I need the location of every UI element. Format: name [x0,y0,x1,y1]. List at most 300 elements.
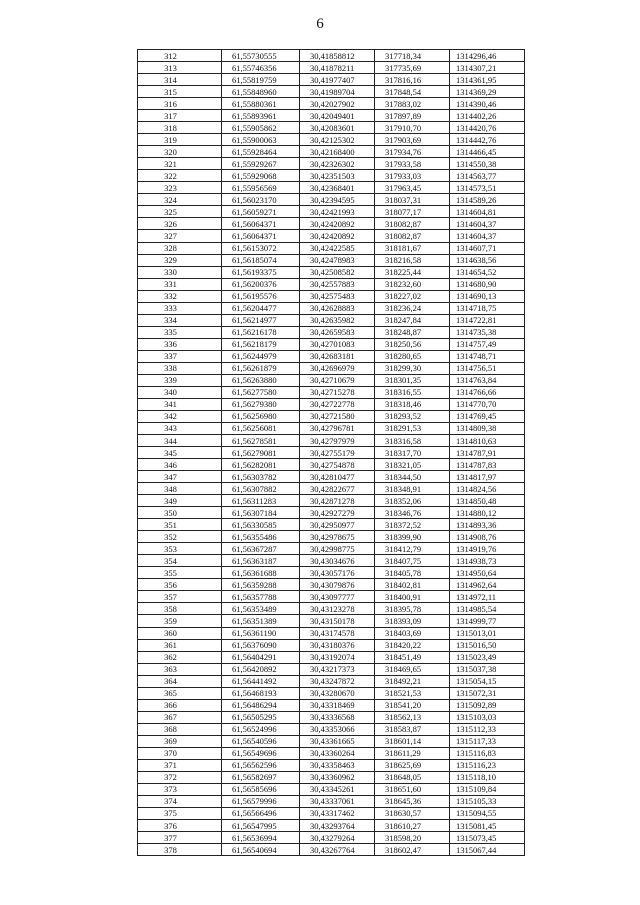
point-number-cell: 367 [138,711,222,723]
coord-y-cell: 1314766,66 [450,386,525,398]
point-number-cell: 369 [138,735,222,747]
longitude-cell: 30,42998775 [300,543,375,555]
coord-x-cell: 318291,53 [375,422,450,434]
longitude-cell: 30,43247872 [300,675,375,687]
coord-y-cell: 1314361,95 [450,74,525,86]
coord-y-cell: 1314810,63 [450,435,525,447]
coord-y-cell: 1314604,37 [450,230,525,242]
coord-y-cell: 1315037,38 [450,663,525,675]
longitude-cell: 30,42351503 [300,170,375,182]
coord-y-cell: 1314654,52 [450,266,525,278]
coord-x-cell: 318405,78 [375,567,450,579]
longitude-cell: 30,42478983 [300,254,375,266]
point-number-cell: 357 [138,591,222,603]
coord-y-cell: 1315109,84 [450,783,525,795]
table-row [138,350,525,362]
table-row [138,146,525,158]
point-number-cell: 355 [138,567,222,579]
table-row [138,374,525,386]
longitude-cell: 30,43267764 [300,844,375,856]
coord-x-cell: 318407,75 [375,555,450,567]
latitude-cell: 61,56218179 [222,338,300,350]
point-number-cell: 368 [138,723,222,735]
coord-y-cell: 1314390,46 [450,98,525,110]
table-row [138,386,525,398]
longitude-cell: 30,41878211 [300,62,375,74]
point-number-cell: 331 [138,278,222,290]
coord-y-cell: 1314850,48 [450,495,525,507]
latitude-cell: 61,56468193 [222,687,300,699]
coord-y-cell: 1314604,81 [450,206,525,218]
longitude-cell: 30,43034676 [300,555,375,567]
coord-x-cell: 318293,52 [375,410,450,422]
latitude-cell: 61,56540596 [222,735,300,747]
table-row [138,687,525,699]
point-number-cell: 323 [138,182,222,194]
coord-y-cell: 1314573,51 [450,182,525,194]
coord-x-cell: 318299,30 [375,362,450,374]
table-row [138,278,525,290]
point-number-cell: 375 [138,807,222,819]
table-row [138,74,525,86]
table-row [138,194,525,206]
coord-y-cell: 1314757,49 [450,338,525,350]
longitude-cell: 30,42871278 [300,495,375,507]
longitude-cell: 30,43280670 [300,687,375,699]
longitude-cell: 30,43174578 [300,627,375,639]
longitude-cell: 30,42628883 [300,302,375,314]
longitude-cell: 30,42978675 [300,531,375,543]
coord-y-cell: 1314972,11 [450,591,525,603]
latitude-cell: 61,56441492 [222,675,300,687]
latitude-cell: 61,56505295 [222,711,300,723]
point-number-cell: 363 [138,663,222,675]
table-row [138,579,525,591]
latitude-cell: 61,56486294 [222,699,300,711]
coord-x-cell: 317816,16 [375,74,450,86]
point-number-cell: 320 [138,146,222,158]
point-number-cell: 360 [138,627,222,639]
table-row [138,820,525,832]
table-row [138,410,525,422]
latitude-cell: 61,56059271 [222,206,300,218]
coord-x-cell: 318648,05 [375,771,450,783]
latitude-cell: 61,56585696 [222,783,300,795]
table-row [138,771,525,783]
latitude-cell: 61,55893961 [222,110,300,122]
table-row [138,747,525,759]
latitude-cell: 61,56216178 [222,326,300,338]
table-row [138,254,525,266]
longitude-cell: 30,42701083 [300,338,375,350]
table-row [138,170,525,182]
table-row [138,86,525,98]
coord-x-cell: 317963,45 [375,182,450,194]
point-number-cell: 349 [138,495,222,507]
table-row [138,615,525,627]
coord-x-cell: 318625,69 [375,759,450,771]
coord-y-cell: 1314680,90 [450,278,525,290]
coord-x-cell: 318541,20 [375,699,450,711]
coord-y-cell: 1314722,81 [450,314,525,326]
coord-x-cell: 318399,90 [375,531,450,543]
longitude-cell: 30,42326302 [300,158,375,170]
coord-y-cell: 1315112,33 [450,723,525,735]
table-row [138,362,525,374]
table-row [138,422,525,434]
coord-y-cell: 1315116,83 [450,747,525,759]
table-row [138,832,525,844]
coord-x-cell: 318403,69 [375,627,450,639]
table-row [138,302,525,314]
latitude-cell: 61,55929068 [222,170,300,182]
point-number-cell: 365 [138,687,222,699]
longitude-cell: 30,42420892 [300,230,375,242]
coord-y-cell: 1314999,77 [450,615,525,627]
coord-x-cell: 317735,69 [375,62,450,74]
coord-y-cell: 1314690,13 [450,290,525,302]
coord-x-cell: 318630,57 [375,807,450,819]
longitude-cell: 30,42797979 [300,435,375,447]
coord-x-cell: 318611,29 [375,747,450,759]
table-row [138,122,525,134]
longitude-cell: 30,43150178 [300,615,375,627]
coord-y-cell: 1314296,46 [450,50,525,62]
longitude-cell: 30,42659583 [300,326,375,338]
coord-x-cell: 318610,27 [375,820,450,832]
table-row [138,158,525,170]
coord-y-cell: 1315081,45 [450,820,525,832]
longitude-cell: 30,41989704 [300,86,375,98]
latitude-cell: 61,56279081 [222,447,300,459]
coord-x-cell: 318216,58 [375,254,450,266]
longitude-cell: 30,43123278 [300,603,375,615]
table-row [138,639,525,651]
point-number-cell: 374 [138,795,222,807]
longitude-cell: 30,41977407 [300,74,375,86]
point-number-cell: 376 [138,820,222,832]
coord-y-cell: 1314938,73 [450,555,525,567]
latitude-cell: 61,56582697 [222,771,300,783]
longitude-cell: 30,43358463 [300,759,375,771]
table-row [138,314,525,326]
coord-y-cell: 1314893,36 [450,519,525,531]
longitude-cell: 30,43293764 [300,820,375,832]
latitude-cell: 61,55848960 [222,86,300,98]
point-number-cell: 336 [138,338,222,350]
coord-y-cell: 1315054,15 [450,675,525,687]
table-row [138,519,525,531]
latitude-cell: 61,56064371 [222,230,300,242]
longitude-cell: 30,43336568 [300,711,375,723]
point-number-cell: 321 [138,158,222,170]
longitude-cell: 30,42721580 [300,410,375,422]
latitude-cell: 61,55929267 [222,158,300,170]
coord-x-cell: 318344,50 [375,471,450,483]
latitude-cell: 61,56303782 [222,471,300,483]
point-number-cell: 316 [138,98,222,110]
latitude-cell: 61,55928464 [222,146,300,158]
point-number-cell: 329 [138,254,222,266]
coord-y-cell: 1314817,97 [450,471,525,483]
point-number-cell: 318 [138,122,222,134]
table-row [138,471,525,483]
table-row [138,699,525,711]
table-row [138,326,525,338]
latitude-cell: 61,56562596 [222,759,300,771]
table-row [138,723,525,735]
point-number-cell: 356 [138,579,222,591]
point-number-cell: 370 [138,747,222,759]
coord-x-cell: 317883,02 [375,98,450,110]
table-row [138,134,525,146]
coord-y-cell: 1314769,45 [450,410,525,422]
coord-y-cell: 1315067,44 [450,844,525,856]
point-number-cell: 346 [138,459,222,471]
longitude-cell: 30,43317462 [300,807,375,819]
latitude-cell: 61,56278581 [222,435,300,447]
table-row [138,844,525,856]
point-number-cell: 328 [138,242,222,254]
point-number-cell: 319 [138,134,222,146]
latitude-cell: 61,56200376 [222,278,300,290]
latitude-cell: 61,56214977 [222,314,300,326]
coord-y-cell: 1314369,29 [450,86,525,98]
coord-x-cell: 318280,65 [375,350,450,362]
coord-y-cell: 1314307,21 [450,62,525,74]
coord-y-cell: 1314442,76 [450,134,525,146]
coordinates-table-body [138,50,525,856]
latitude-cell: 61,56566496 [222,807,300,819]
point-number-cell: 362 [138,651,222,663]
point-number-cell: 372 [138,771,222,783]
table-row [138,338,525,350]
latitude-cell: 61,56359288 [222,579,300,591]
coord-x-cell: 318412,79 [375,543,450,555]
longitude-cell: 30,42710679 [300,374,375,386]
coord-y-cell: 1314950,64 [450,567,525,579]
coord-y-cell: 1314604,37 [450,218,525,230]
point-number-cell: 337 [138,350,222,362]
latitude-cell: 61,55880361 [222,98,300,110]
longitude-cell: 30,43079876 [300,579,375,591]
coord-y-cell: 1314919,76 [450,543,525,555]
latitude-cell: 61,56064371 [222,218,300,230]
point-number-cell: 330 [138,266,222,278]
coord-y-cell: 1314787,83 [450,459,525,471]
table-row [138,531,525,543]
coord-x-cell: 318316,55 [375,386,450,398]
latitude-cell: 61,56330585 [222,519,300,531]
latitude-cell: 61,55905862 [222,122,300,134]
coord-y-cell: 1314962,64 [450,579,525,591]
point-number-cell: 317 [138,110,222,122]
point-number-cell: 350 [138,507,222,519]
point-number-cell: 345 [138,447,222,459]
coord-y-cell: 1315103,03 [450,711,525,723]
coord-x-cell: 318181,67 [375,242,450,254]
coord-x-cell: 318318,46 [375,398,450,410]
longitude-cell: 30,43217373 [300,663,375,675]
point-number-cell: 377 [138,832,222,844]
table-row [138,591,525,603]
coord-x-cell: 318451,49 [375,651,450,663]
coord-x-cell: 318372,52 [375,519,450,531]
longitude-cell: 30,42027902 [300,98,375,110]
coord-x-cell: 318393,09 [375,615,450,627]
coord-x-cell: 318348,91 [375,483,450,495]
longitude-cell: 30,42575483 [300,290,375,302]
longitude-cell: 30,43360962 [300,771,375,783]
longitude-cell: 30,42927279 [300,507,375,519]
point-number-cell: 359 [138,615,222,627]
latitude-cell: 61,56524996 [222,723,300,735]
latitude-cell: 61,56311283 [222,495,300,507]
coord-x-cell: 318250,56 [375,338,450,350]
table-row [138,663,525,675]
point-number-cell: 322 [138,170,222,182]
coord-x-cell: 317848,54 [375,86,450,98]
coord-x-cell: 318346,76 [375,507,450,519]
point-number-cell: 325 [138,206,222,218]
coord-y-cell: 1315013,01 [450,627,525,639]
longitude-cell: 30,42557883 [300,278,375,290]
coord-x-cell: 318469,65 [375,663,450,675]
coord-x-cell: 318321,05 [375,459,450,471]
coord-y-cell: 1314402,26 [450,110,525,122]
latitude-cell: 61,56361688 [222,567,300,579]
point-number-cell: 327 [138,230,222,242]
coord-y-cell: 1314550,38 [450,158,525,170]
longitude-cell: 30,42950977 [300,519,375,531]
coord-x-cell: 318301,35 [375,374,450,386]
coord-y-cell: 1314824,56 [450,483,525,495]
longitude-cell: 30,43097777 [300,591,375,603]
table-row [138,543,525,555]
latitude-cell: 61,56307184 [222,507,300,519]
latitude-cell: 61,56185074 [222,254,300,266]
point-number-cell: 332 [138,290,222,302]
coord-x-cell: 318395,78 [375,603,450,615]
point-number-cell: 378 [138,844,222,856]
coord-y-cell: 1315116,23 [450,759,525,771]
longitude-cell: 30,42083601 [300,122,375,134]
point-number-cell: 354 [138,555,222,567]
coord-y-cell: 1315016,50 [450,639,525,651]
table-row [138,807,525,819]
point-number-cell: 334 [138,314,222,326]
latitude-cell: 61,56549696 [222,747,300,759]
coord-y-cell: 1315072,31 [450,687,525,699]
coord-x-cell: 318492,21 [375,675,450,687]
longitude-cell: 30,43353066 [300,723,375,735]
table-row [138,242,525,254]
point-number-cell: 324 [138,194,222,206]
latitude-cell: 61,56536994 [222,832,300,844]
point-number-cell: 315 [138,86,222,98]
longitude-cell: 30,43180376 [300,639,375,651]
coord-x-cell: 318037,31 [375,194,450,206]
latitude-cell: 61,56540694 [222,844,300,856]
coord-x-cell: 318317,70 [375,447,450,459]
point-number-cell: 340 [138,386,222,398]
latitude-cell: 61,56023170 [222,194,300,206]
point-number-cell: 347 [138,471,222,483]
latitude-cell: 61,56204477 [222,302,300,314]
coord-y-cell: 1314756,51 [450,362,525,374]
point-number-cell: 333 [138,302,222,314]
latitude-cell: 61,56351389 [222,615,300,627]
coord-x-cell: 318645,36 [375,795,450,807]
coord-x-cell: 318602,47 [375,844,450,856]
latitude-cell: 61,56279380 [222,398,300,410]
latitude-cell: 61,56547995 [222,820,300,832]
latitude-cell: 61,56193375 [222,266,300,278]
latitude-cell: 61,56420892 [222,663,300,675]
point-number-cell: 314 [138,74,222,86]
coord-y-cell: 1314607,71 [450,242,525,254]
coord-x-cell: 318227,02 [375,290,450,302]
table-row [138,98,525,110]
point-number-cell: 371 [138,759,222,771]
latitude-cell: 61,56307882 [222,483,300,495]
coord-x-cell: 317933,03 [375,170,450,182]
point-number-cell: 312 [138,50,222,62]
table-row [138,711,525,723]
longitude-cell: 30,42810477 [300,471,375,483]
point-number-cell: 352 [138,531,222,543]
coord-y-cell: 1315118,10 [450,771,525,783]
coord-y-cell: 1314787,91 [450,447,525,459]
latitude-cell: 61,55730555 [222,50,300,62]
longitude-cell: 30,43192074 [300,651,375,663]
table-row [138,182,525,194]
coord-x-cell: 318247,84 [375,314,450,326]
point-number-cell: 339 [138,374,222,386]
table-row [138,50,525,62]
latitude-cell: 61,56579996 [222,795,300,807]
longitude-cell: 30,42696979 [300,362,375,374]
coord-x-cell: 318583,87 [375,723,450,735]
coord-y-cell: 1315117,33 [450,735,525,747]
coord-x-cell: 317934,76 [375,146,450,158]
coord-x-cell: 318316,58 [375,435,450,447]
coord-y-cell: 1314718,75 [450,302,525,314]
coord-x-cell: 317903,69 [375,134,450,146]
longitude-cell: 30,43345261 [300,783,375,795]
table-row [138,230,525,242]
table-row [138,675,525,687]
table-row [138,795,525,807]
coord-y-cell: 1315023,49 [450,651,525,663]
longitude-cell: 30,42755179 [300,447,375,459]
table-row [138,206,525,218]
coord-y-cell: 1314420,76 [450,122,525,134]
coord-x-cell: 317910,70 [375,122,450,134]
coord-x-cell: 317718,34 [375,50,450,62]
point-number-cell: 348 [138,483,222,495]
latitude-cell: 61,55746356 [222,62,300,74]
longitude-cell: 30,41858812 [300,50,375,62]
table-row [138,651,525,663]
page-number: 6 [316,16,324,32]
table-row [138,218,525,230]
latitude-cell: 61,56363187 [222,555,300,567]
point-number-cell: 358 [138,603,222,615]
latitude-cell: 61,56263880 [222,374,300,386]
coord-y-cell: 1315092,89 [450,699,525,711]
coord-y-cell: 1314809,38 [450,422,525,434]
